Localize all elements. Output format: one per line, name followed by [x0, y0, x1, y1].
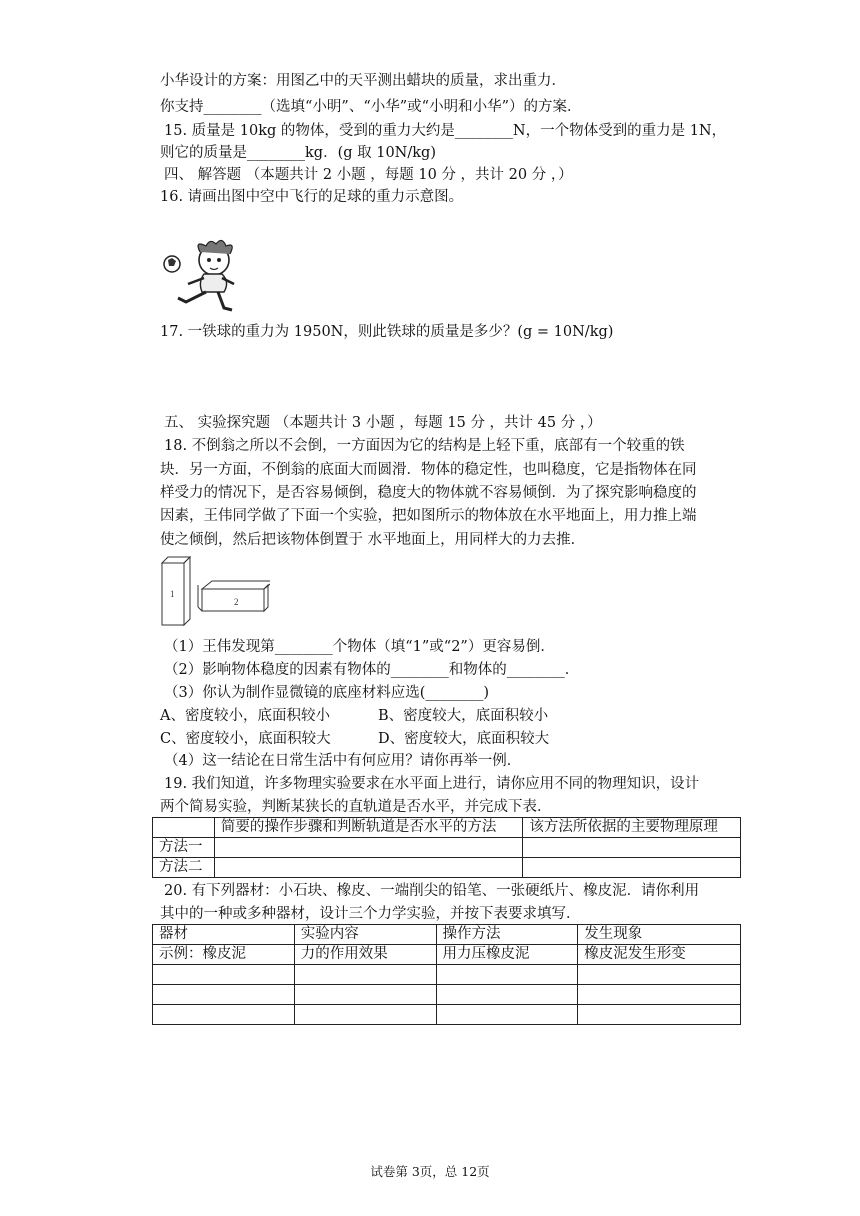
table-header-cell: 实验内容	[294, 925, 436, 945]
table-cell[interactable]	[578, 1005, 741, 1025]
table-header-cell: 器材	[153, 925, 295, 945]
question-18-line: 块．另一方面，不倒翁的底面大而圆滑．物体的稳定性，也叫稳度，它是指物体在同	[160, 462, 697, 478]
table-cell[interactable]	[153, 1005, 295, 1025]
option-d: D、密度较大，底面积较大	[378, 731, 550, 747]
question-19-line-1: 19. 我们知道，许多物理实验要求在水平面上进行，请你应用不同的物理知识，设计	[164, 776, 700, 792]
table-header-cell: 操作方法	[436, 925, 578, 945]
question-18-part-2: （2）影响物体稳度的因素有物体的________和物体的________．	[164, 662, 580, 678]
option-c: C、密度较小，底面积较大	[160, 731, 331, 747]
section-5-heading: 五、 实验探究题 （本题共计 3 小题 ，每题 15 分 ，共计 45 分 ，）	[164, 415, 602, 431]
football-figure-image	[158, 238, 244, 316]
table-cell[interactable]	[294, 1005, 436, 1025]
table-cell[interactable]	[153, 965, 295, 985]
question-18-line: 18. 不倒翁之所以不会倒，一方面因为它的结构是上轻下重，底部有一个较重的铁	[164, 438, 685, 454]
table-cell[interactable]	[214, 838, 523, 858]
figure-hair	[198, 240, 232, 254]
figure-body	[200, 274, 226, 292]
table-header-cell: 该方法所依据的主要物理原理	[523, 818, 741, 838]
question-15-line-1: 15. 质量是 10kg 的物体，受到的重力大约是________N，一个物体受到的重力是 1N，	[164, 123, 727, 139]
question-18-part-1: （1）王伟发现第________个物体（填“1”或“2”）更容易倒．	[164, 639, 555, 655]
table-cell[interactable]	[436, 965, 578, 985]
option-a: A、密度较小，底面积较小	[160, 708, 330, 724]
table-cell[interactable]	[214, 858, 523, 878]
block-1-top	[162, 557, 190, 563]
table-row	[153, 925, 741, 945]
table-cell: 示例：橡皮泥	[153, 945, 295, 965]
question-20-line-1: 20. 有下列器材：小石块、橡皮、一端削尖的铅笔、一张硬纸片、橡皮泥．请你利用	[164, 883, 700, 899]
table-cell: 力的作用效果	[294, 945, 436, 965]
figure-kicking-leg	[178, 292, 206, 302]
table-cell[interactable]	[523, 858, 741, 878]
question-15-line-2: 则它的质量是________kg．(g 取 10N/kg)	[160, 145, 436, 161]
table-row	[153, 858, 741, 878]
block-2-top	[202, 581, 270, 589]
question-19-line-2: 两个简易实验，判断某狭长的直轨道是否水平，并完成下表．	[160, 799, 552, 815]
question-18-line: 因素，王伟同学做了下面一个实验，把如图所示的物体放在水平地面上，用力推上端	[160, 508, 697, 524]
section-4-heading: 四、 解答题 （本题共计 2 小题 ，每题 10 分 ，共计 20 分 ，）	[164, 167, 573, 183]
table-cell: 用力压橡皮泥	[436, 945, 578, 965]
question-18-part-4: （4）这一结论在日常生活中有何应用？请你再举一例．	[164, 753, 522, 769]
table-header-cell: 发生现象	[578, 925, 741, 945]
page-number: 试卷第 3页，总 12页	[370, 1164, 490, 1179]
table-header-cell	[153, 818, 215, 838]
blocks-figure	[158, 555, 270, 629]
table-cell: 橡皮泥发生形变	[578, 945, 741, 965]
table-cell[interactable]	[578, 965, 741, 985]
table-row	[153, 818, 741, 838]
table-cell: 方法一	[153, 838, 215, 858]
block-2-front	[202, 589, 264, 611]
table-row	[153, 945, 741, 965]
table-19	[152, 817, 741, 878]
table-row	[153, 838, 741, 858]
table-cell[interactable]	[294, 985, 436, 1005]
table-cell[interactable]	[523, 838, 741, 858]
block-1-label: 1	[170, 589, 175, 599]
table-header-cell: 简要的操作步骤和判断轨道是否水平的方法	[214, 818, 523, 838]
question-17: 17. 一铁球的重力为 1950N，则此铁球的质量是多少？(g = 10N/kg)	[160, 324, 614, 340]
table-cell[interactable]	[436, 1005, 578, 1025]
page-footer	[0, 1162, 860, 1180]
table-row	[153, 1005, 741, 1025]
question-18-line: 使之倾倒，然后把该物体倒置于 水平地面上，用同样大的力去推．	[160, 532, 586, 548]
table-row	[153, 985, 741, 1005]
question-18-part-3: （3）你认为制作显微镜的底座材料应选(________)	[164, 685, 490, 701]
question-20-line-2: 其中的一种或多种器材，设计三个力学实验，并按下表要求填写．	[160, 906, 581, 922]
option-b: B、密度较大，底面积较小	[378, 708, 549, 724]
block-2-label: 2	[234, 597, 239, 607]
text-line: 小华设计的方案：用图乙中的天平测出蜡块的质量，求出重力．	[160, 73, 566, 89]
table-cell[interactable]	[294, 965, 436, 985]
table-cell[interactable]	[436, 985, 578, 1005]
question-18-line: 样受力的情况下，是否容易倾倒，稳度大的物体就不容易倾倒．为了探究影响稳度的	[160, 485, 697, 501]
question-16: 16. 请画出图中空中飞行的足球的重力示意图。	[160, 189, 464, 205]
table-cell: 方法二	[153, 858, 215, 878]
table-cell[interactable]	[153, 985, 295, 1005]
table-row	[153, 965, 741, 985]
table-20	[152, 924, 741, 1025]
block-1-side	[184, 557, 190, 625]
table-cell[interactable]	[578, 985, 741, 1005]
text-line: 你支持________（选填“小明”、“小华”或“小明和小华”）的方案．	[160, 99, 582, 115]
